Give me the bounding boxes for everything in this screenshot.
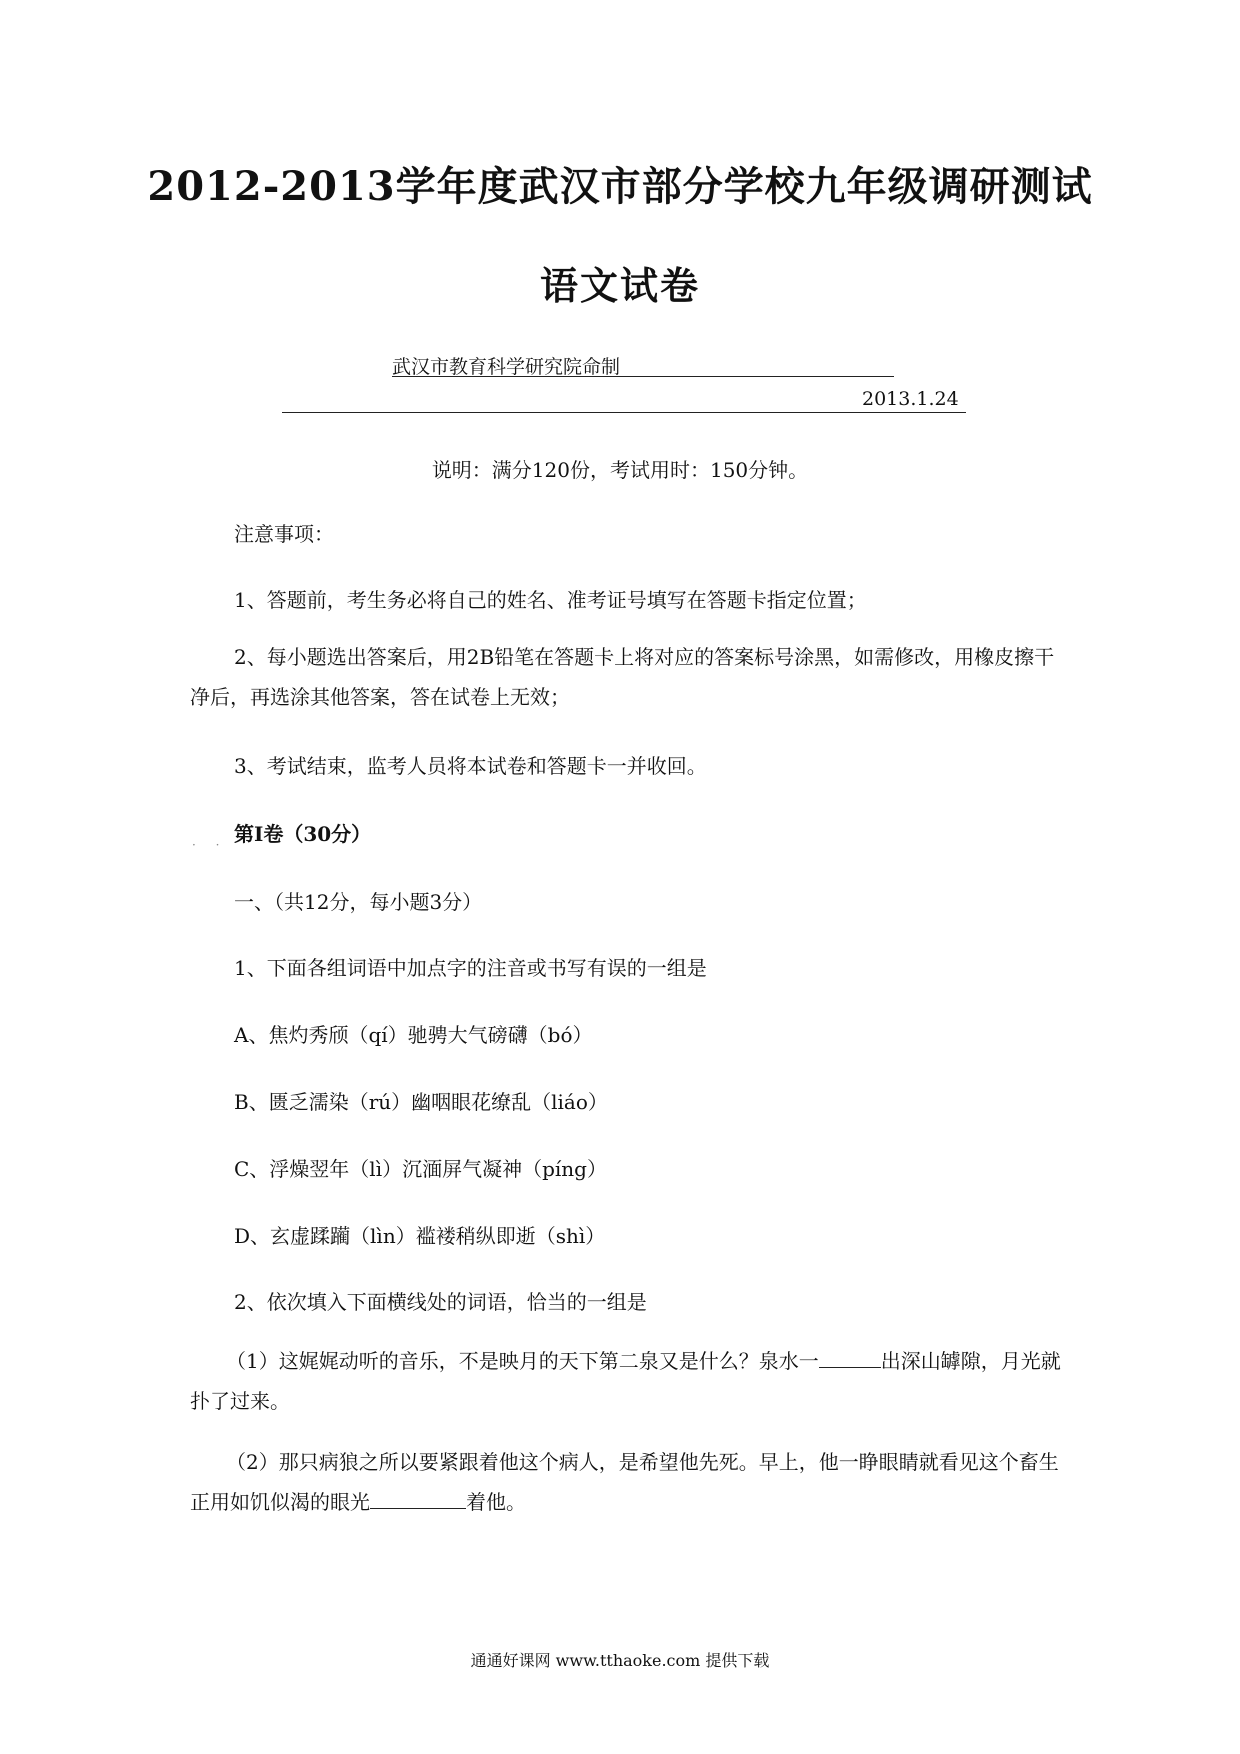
- notice-item-1: 1、答题前，考生务必将自己的姓名、准考证号填写在答题卡指定位置；: [234, 588, 867, 612]
- notice-item-3: 3、考试结束，监考人员将本试卷和答题卡一并收回。: [234, 754, 707, 778]
- issuer: 武汉市教育科学研究院命制: [392, 356, 621, 378]
- date-underline: [282, 412, 966, 413]
- question-1-stem: 1、下面各组词语中加点字的注音或书写有误的一组是: [234, 956, 707, 980]
- question-2-item-1: [190, 1341, 1066, 1421]
- question-2-stem: 2、依次填入下面横线处的词语，恰当的一组是: [234, 1290, 647, 1314]
- question-1-option-a: A、焦灼秀颀（qí）驰骋大气磅礴（bó）: [234, 1023, 593, 1047]
- part-heading: 一、（共12分，每小题3分）: [234, 890, 483, 914]
- notice-item-2: 2、每小题选出答案后，用2B铅笔在答题卡上将对应的答案标号涂黑，如需修改，用橡皮擦干净后，再选涂其他答案，答在试卷上无效；: [190, 645, 1055, 709]
- notice-heading: 注意事项：: [234, 522, 334, 546]
- exam-subtitle: 语文试卷: [539, 263, 700, 308]
- section-title: 第Ⅰ卷（30分）: [234, 822, 372, 846]
- exam-note: 说明：满分120份，考试用时：150分钟。: [431, 458, 809, 482]
- stray-dots: · ·: [192, 838, 228, 852]
- question-1-option-b: B、匮乏濡染（rú）幽咽眼花缭乱（liáo）: [234, 1090, 608, 1114]
- issuer-underline: [392, 376, 894, 377]
- page-footer: 通通好课网 www.tthaoke.com 提供下载: [470, 1651, 770, 1670]
- question-1-option-d: D、玄虚蹂躏（lìn）褴褛稍纵即逝（shì）: [234, 1224, 606, 1248]
- exam-date: 2013.1.24: [862, 388, 959, 410]
- question-2-item-2-before: （2）那只病狼之所以要紧跟着他这个病人，是希望他先死。早上，他一睁眼睛就看见这个畜生正用如饥似渴的眼光: [190, 1450, 1059, 1514]
- question-2-item-2-after: 着他。: [466, 1490, 526, 1514]
- question-2-item-1-before: （1）这娓娓动听的音乐，不是映月的天下第二泉又是什么？泉水一: [226, 1349, 819, 1373]
- exam-title: 2012-2013学年度武汉市部分学校九年级调研测试: [147, 163, 1093, 210]
- answer-blank-2: [370, 1490, 466, 1509]
- answer-blank-1: [819, 1349, 881, 1368]
- question-2-item-2: [190, 1442, 1066, 1522]
- question-1-option-c: C、浮燥翌年（lì）沉湎屏气凝神（píng）: [234, 1157, 607, 1181]
- question-2-item-1-after: 出深山罅隙，月光就扑了过来。: [190, 1349, 1061, 1413]
